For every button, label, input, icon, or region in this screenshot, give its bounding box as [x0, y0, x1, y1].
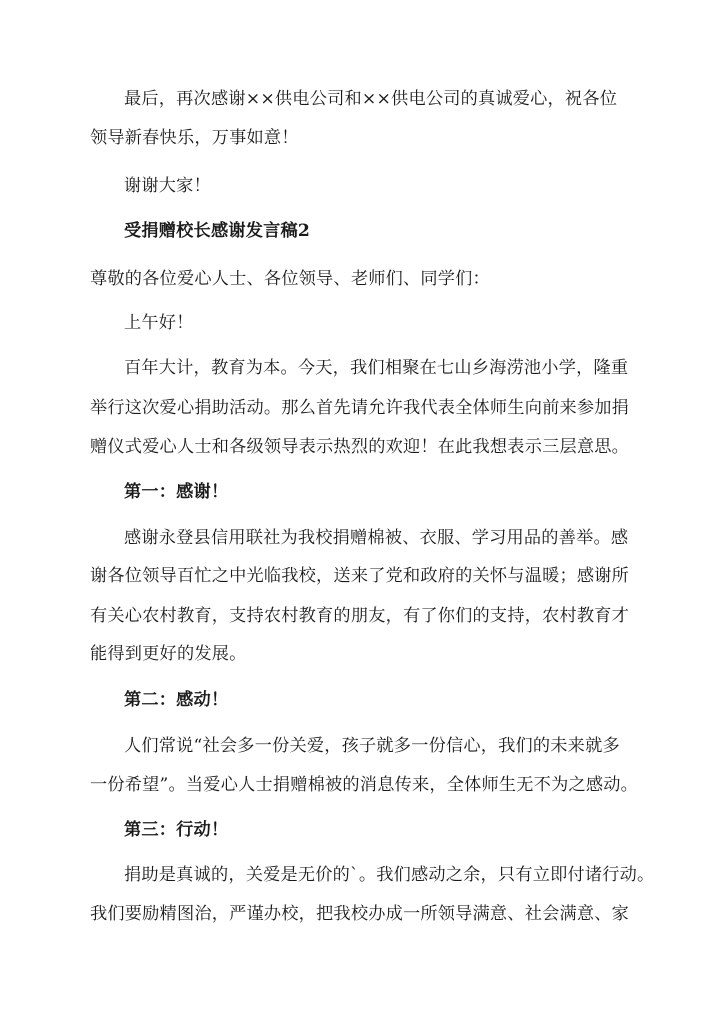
section-2-line-2: 一份希望”。当爱心人士捐赠棉被的消息传来，全体师生无不为之感动。 [90, 775, 639, 795]
section-heading: 受捐赠校长感谢发言稿2 [124, 221, 311, 241]
section-3-line-2: 我们要励精图治，严谨办校，把我校办成一所领导满意、社会满意、家 [90, 904, 630, 924]
paragraph-intro-line-3: 赠仪式爱心人士和各级领导表示热烈的欢迎！在此我想表示三层意思。 [90, 437, 630, 457]
section-2-line-1: 人们常说“社会多一份关爱，孩子就多一份信心，我们的未来就多 [124, 736, 620, 756]
paragraph-thank-everyone: 谢谢大家！ [124, 176, 211, 196]
paragraph-intro-line-2: 举行这次爱心捐助活动。那么首先请允许我代表全体师生向前来参加捐 [90, 398, 630, 418]
section-1-line-3: 有关心农村教育，支持农村教育的朋友，有了你们的支持，农村教育才 [90, 606, 630, 626]
section-1-line-2: 谢各位领导百忙之中光临我校，送来了党和政府的关怀与温暖；感谢所 [90, 566, 630, 586]
paragraph-intro-line-1: 百年大计，教育为本。今天，我们相聚在七山乡海涝池小学，隆重 [124, 358, 629, 378]
paragraph-closing-thanks-line-2: 领导新春快乐，万事如意！ [90, 128, 299, 148]
salutation: 尊敬的各位爱心人士、各位领导、老师们、同学们： [90, 269, 490, 289]
section-2-title: 第二：感动！ [124, 690, 229, 710]
greeting: 上午好！ [124, 313, 194, 333]
paragraph-closing-thanks-line-1: 最后，再次感谢××供电公司和××供电公司的真诚爱心，祝各位 [124, 89, 618, 109]
section-3-line-1: 捐助是真诚的，关爱是无价的`。我们感动之余，只有立即付诸行动。 [124, 865, 655, 885]
section-1-line-1: 感谢永登县信用联社为我校捐赠棉被、衣服、学习用品的善举。感 [124, 528, 629, 548]
section-1-line-4: 能得到更好的发展。 [90, 644, 247, 664]
section-3-title: 第三：行动！ [124, 820, 229, 840]
section-1-title: 第一：感谢！ [124, 482, 229, 502]
